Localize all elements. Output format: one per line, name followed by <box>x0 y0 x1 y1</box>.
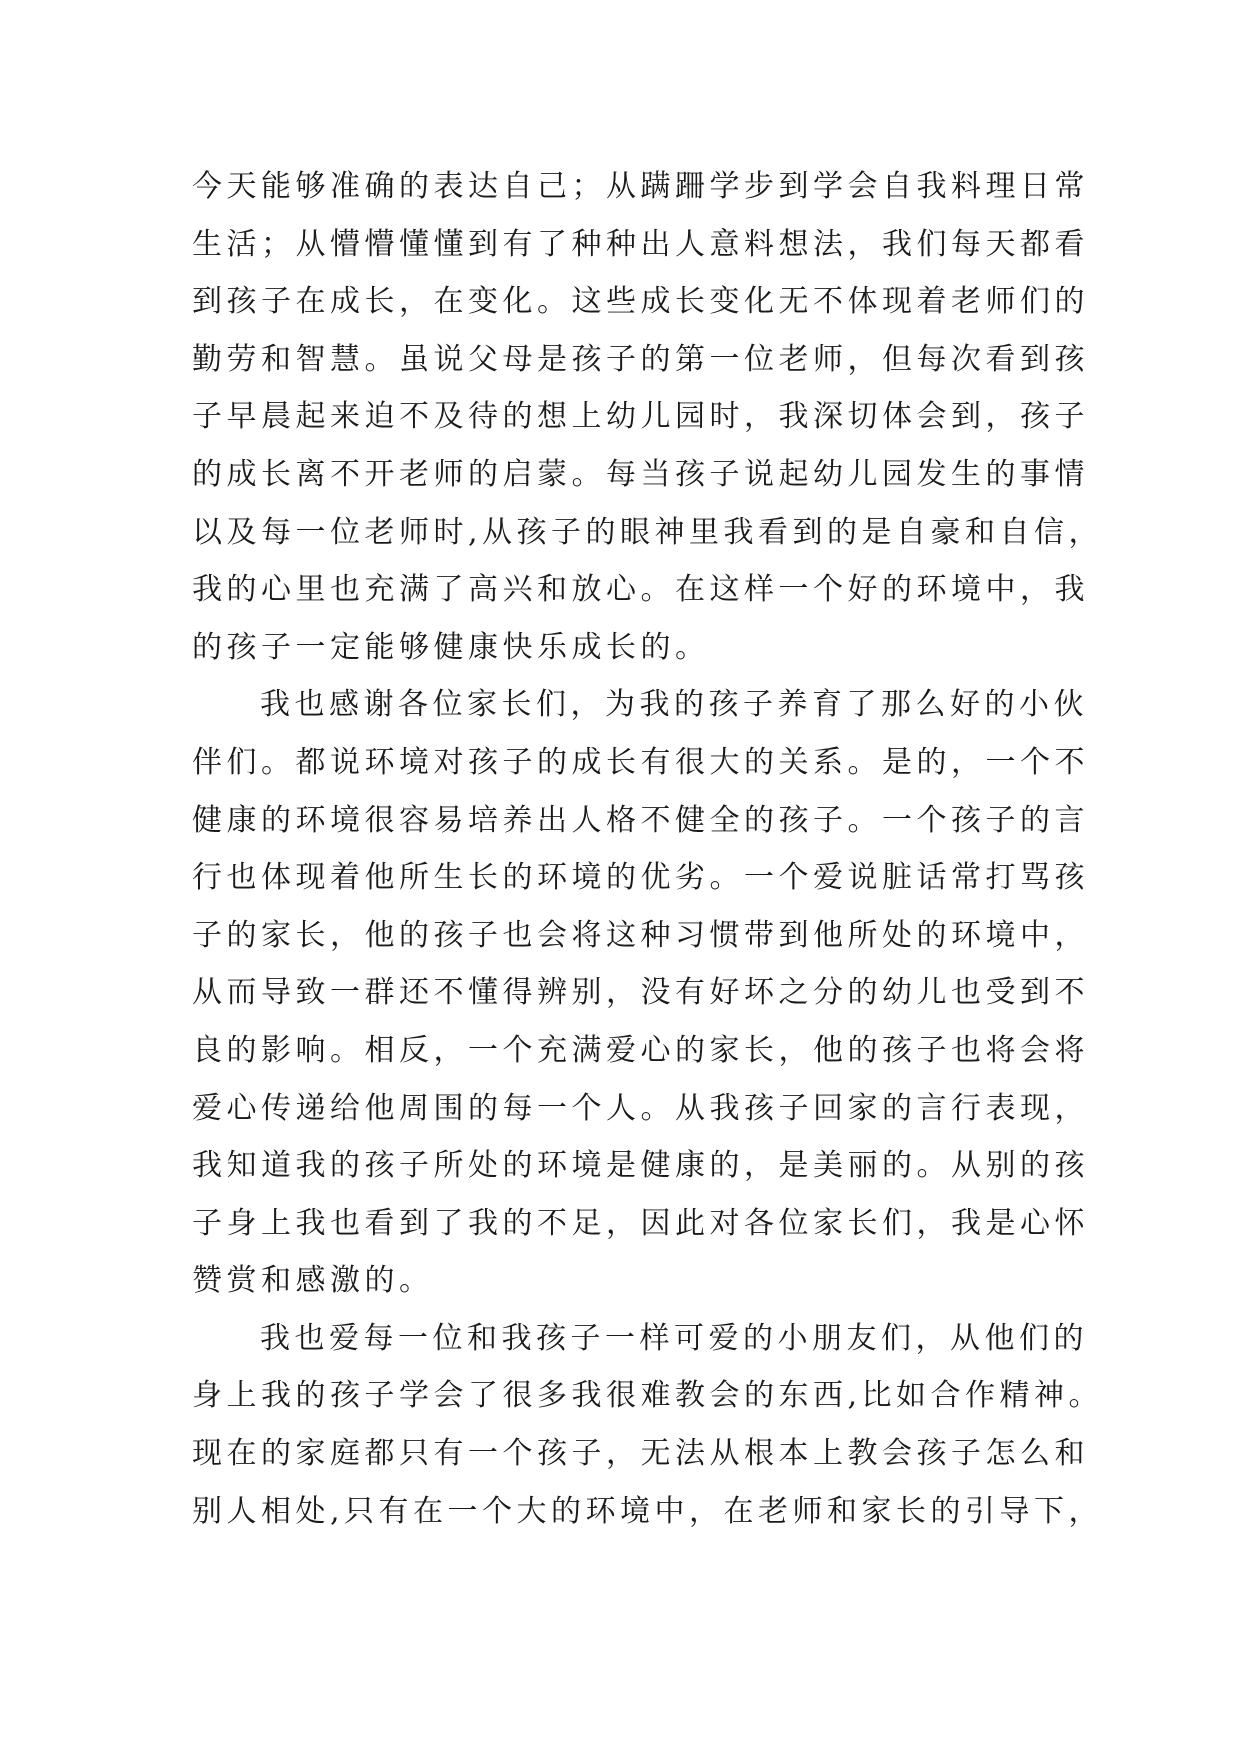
text-line: 勤劳和智慧。虽说父母是孩子的第一位老师，但每次看到孩 <box>192 341 1089 377</box>
text-line: 子早晨起来迫不及待的想上幼儿园时，我深切体会到，孩子 <box>192 399 1089 435</box>
text-line: 到孩子在成长，在变化。这些成长变化无不体现着老师们的 <box>192 284 1089 320</box>
text-line: 健康的环境很容易培养出人格不健全的孩子。一个孩子的言 <box>192 802 1089 838</box>
text-line: 生活；从懵懵懂懂到有了种种出人意料想法，我们每天都看 <box>192 226 1089 262</box>
text-line: 赞赏和感激的。 <box>192 1263 434 1299</box>
text-line: 的成长离不开老师的启蒙。每当孩子说起幼儿园发生的事情 <box>192 456 1089 492</box>
text-line: 今天能够准确的表达自己；从蹒跚学步到学会自我料理日常 <box>192 169 1089 204</box>
text-line: 的孩子一定能够健康快乐成长的。 <box>192 629 710 665</box>
text-line: 我知道我的孩子所处的环境是健康的，是美丽的。从别的孩 <box>192 1148 1089 1184</box>
paragraph-first-line: 我也感谢各位家长们，为我的孩子养育了那么好的小伙 <box>260 687 1088 723</box>
text-line: 从而导致一群还不懂得辨别，没有好坏之分的幼儿也受到不 <box>192 975 1089 1011</box>
text-line: 爱心传递给他周围的每一个人。从我孩子回家的言行表现， <box>192 1090 1089 1126</box>
text-line: 身上我的孩子学会了很多我很难教会的东西,比如合作精神。 <box>192 1378 1104 1414</box>
text-line: 良的影响。相反，一个充满爱心的家长，他的孩子也将会将 <box>192 1032 1089 1068</box>
document-body <box>192 158 1104 1540</box>
text-line: 伴们。都说环境对孩子的成长有很大的关系。是的，一个不 <box>192 744 1089 780</box>
text-line: 子身上我也看到了我的不足，因此对各位家长们，我是心怀 <box>192 1205 1089 1241</box>
text-line: 行也体现着他所生长的环境的优劣。一个爱说脏话常打骂孩 <box>192 860 1089 896</box>
text-line: 现在的家庭都只有一个孩子，无法从根本上教会孩子怎么和 <box>192 1436 1089 1472</box>
text-line: 子的家长，他的孩子也会将这种习惯带到他所处的环境中， <box>192 917 1089 953</box>
text-line: 我的心里也充满了高兴和放心。在这样一个好的环境中，我 <box>192 572 1089 608</box>
text-line: 别人相处,只有在一个大的环境中，在老师和家长的引导下， <box>192 1493 1104 1529</box>
paragraph-first-line: 我也爱每一位和我孩子一样可爱的小朋友们，从他们的 <box>260 1320 1088 1356</box>
text-line: 以及每一位老师时,从孩子的眼神里我看到的是自豪和自信， <box>192 514 1104 550</box>
